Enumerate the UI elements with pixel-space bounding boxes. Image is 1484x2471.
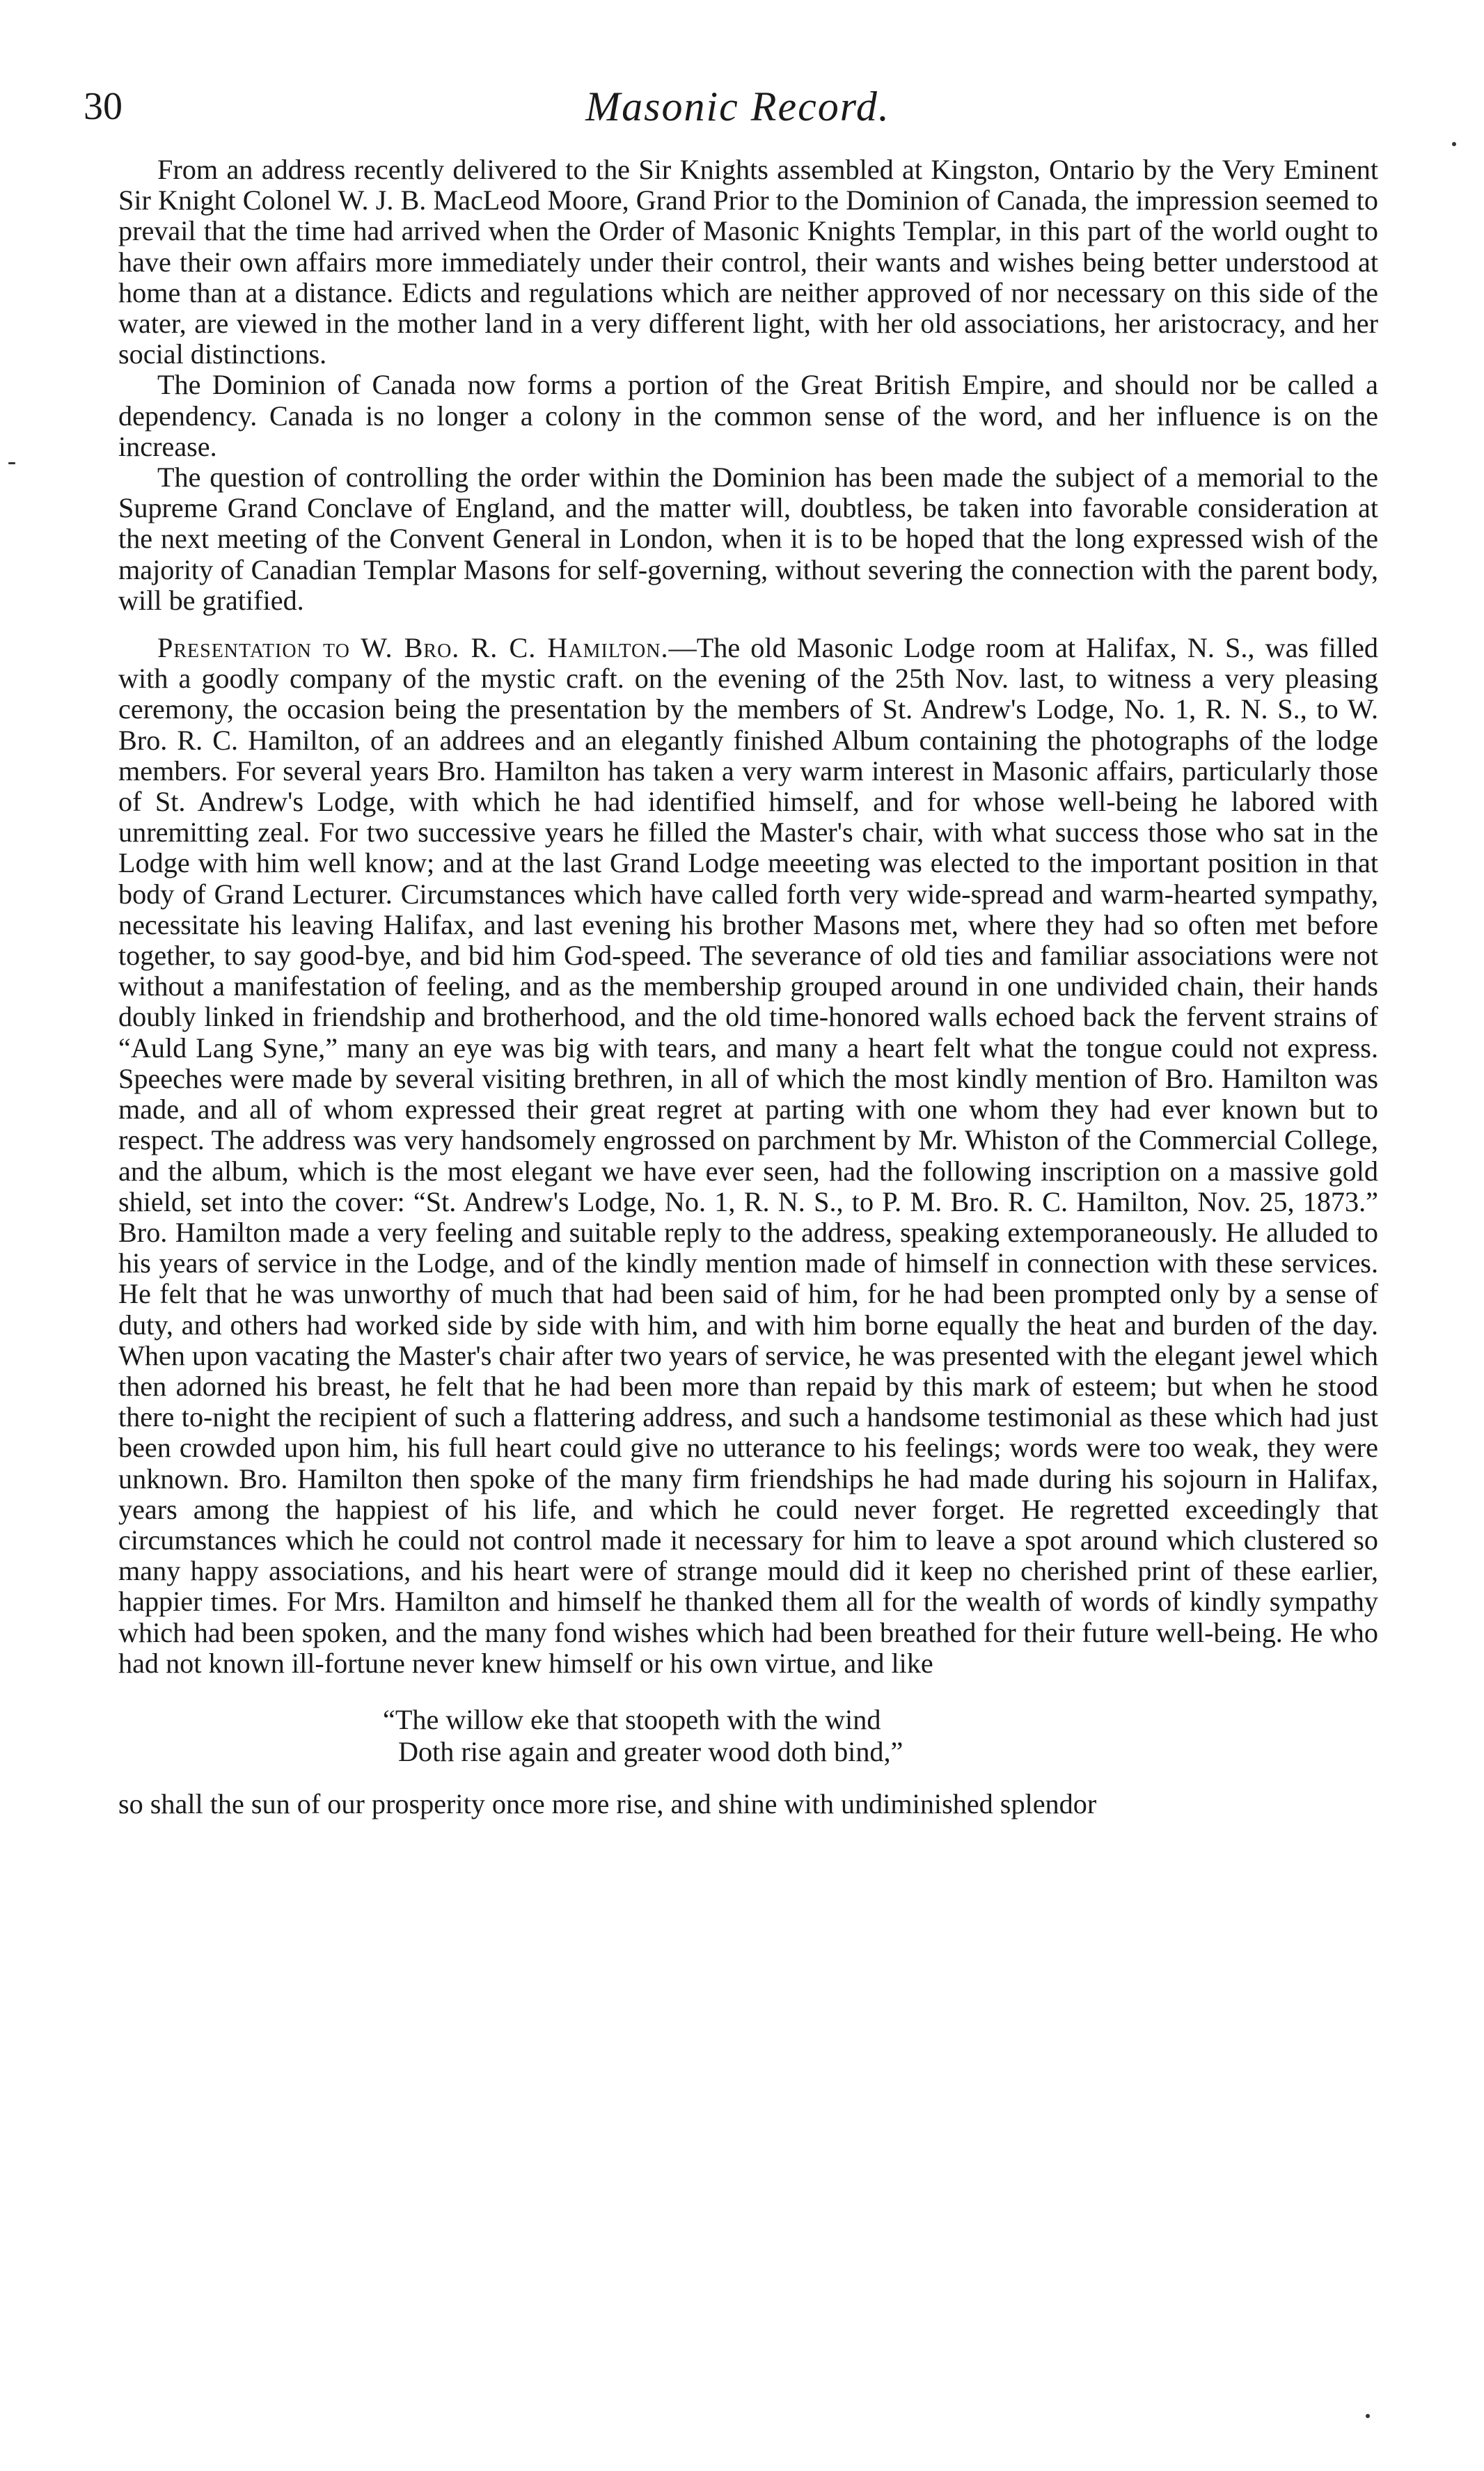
print-speck xyxy=(1452,142,1456,146)
verse-line-1: “The willow eke that stoopeth with the wind xyxy=(383,1703,881,1735)
page-number: 30 xyxy=(84,85,123,128)
page-header xyxy=(84,75,1392,138)
print-speck xyxy=(1366,2414,1370,2418)
presentation-text: —The old Masonic Lodge room at Halifax, N. S., was filled with a goodly company of the mystic craft. on the evening of the 25th Nov. last, to witness a very pleasing ceremony, the occasion being the presentation by the members of St. Andrew's Lodge, No. 1, R. N. S., to W. Bro. R. C. Hamilton, of an addrees and an elegantly finished Album containing the photographs of the lodge members. For several years Bro. Hamilton has taken a very warm interest in Masonic affairs, particularly those of St. Andrew's Lodge, with which he had identified himself, and for whose well-being he labored with unremitting zeal. For two successive years he filled the Master's chair, with what success those who sat in the Lodge with him well know; and at the last Grand Lodge meeeting was elected to the important position in that body of Grand Lecturer. Circumstances which have called forth very wide-spread and warm-hearted sympathy, necessitate his leaving Halifax, and last evening his brother Masons met, where they had so often met before together, to say good-bye, and bid him God-speed. The severance of old ties and familiar associations were not without a manifestation of feeling, and as the membership grouped around in one undivided chain, their hands doubly linked in friendship and brotherhood, and the old time-honored walls echoed back the fervent strains of “Auld Lang Syne,” many an eye was big with tears, and many a heart felt what the tongue could not express. Speeches were made by several visiting brethren, in all of which the most kindly mention of Bro. Hamilton was made, and all of whom expressed their great regret at parting with one whom they had ever known but to respect. The address was very handsomely engrossed on parchment by Mr. Whiston of the Commercial College, and the album, which is the most elegant we have ever seen, had the following inscription on a massive gold shield, set into the cover: “St. Andrew's Lodge, No. 1, R. N. S., to P. M. Bro. R. C. Hamilton, Nov. 25, 1873.” Bro. Hamilton made a very feeling and suitable reply to the address, speaking extemporaneously. He alluded to his years of service in the Lodge, and of the kindly mention made of himself in connection with these services. He felt that he was unworthy of much that had been said of him, for he had been prompted only by a sense of duty, and others had worked side by side with him, and with him borne equally the heat and burden of the day. When upon vacating the Master's chair after two years of service, he was presented with the elegant jewel which then adorned his breast, he felt that he had been more than repaid by this mark of esteem; but when he stood there to-night the recipient of such a flattering address, and such a handsome testimonial as these which had just been crowded upon him, his full heart could give no utterance to his feelings; words were too weak, they were unknown. Bro. Hamilton then spoke of the many firm friendships he had made during his sojourn in Halifax, years among the happiest of his life, and which he could never forget. He regretted exceedingly that circumstances which he could not control made it necessary for him to leave a spot around which clustered so many happy associations, and his heart were of strange mould did it keep no cherished print of these earlier, happier times. For Mrs. Hamilton and himself he thanked them all for the wealth of words of kindly sympathy which had been spoken, and the many fond wishes which had been breathed for their future well-being. He who had not known ill-fortune never knew himself or his own virtue, and like xyxy=(118,632,1378,1679)
running-title: Masonic Record. xyxy=(585,84,890,129)
verse-line-2: Doth rise again and greater wood doth bind,” xyxy=(398,1735,903,1767)
print-speck xyxy=(8,462,15,464)
paragraph-presentation xyxy=(118,633,1378,1679)
paragraph-memorial: The question of controlling the order within the Dominion has been made the subject of a memorial to the Supreme Grand Conclave of England, and the matter will, doubtless, be taken into favorable consideration at the next meeting of the Convent General in London, when it is to be hoped that the long expressed wish of the majority of Canadian Templar Masons for self-governing, without severing the connection with the parent body, will be gratified. xyxy=(118,461,1378,616)
article-body xyxy=(118,155,1378,1819)
verse-quote xyxy=(118,1704,1378,1768)
closing-line: so shall the sun of our prosperity once more rise, and shine with undiminished splendor xyxy=(118,1787,1097,1819)
paragraph-knights-templar: From an address recently delivered to the Sir Knights assembled at Kingston, Ontario by the Very Eminent Sir Knight Colonel W. J. B. MacLeod Moore, Grand Prior to the Dominion of Canada, the impression seemed to prevail that the time had arrived when the Order of Masonic Knights Templar, in this part of the world ought to have their own affairs more immediately under their control, their wants and wishes being better understood at home than at a distance. Edicts and regulations which are neither approved of nor necessary on this side of the water, are viewed in the mother land in a very different light, with her old associations, her aristocracy, and her social distinctions. xyxy=(118,154,1378,370)
paragraph-dominion: The Dominion of Canada now forms a portion of the Great British Empire, and should nor be called a dependency. Canada is no longer a colony in the common sense of the word, and her influence is on the increase. xyxy=(118,369,1378,462)
presentation-heading: Presentation to W. Bro. R. C. Hamilton. xyxy=(157,632,669,664)
